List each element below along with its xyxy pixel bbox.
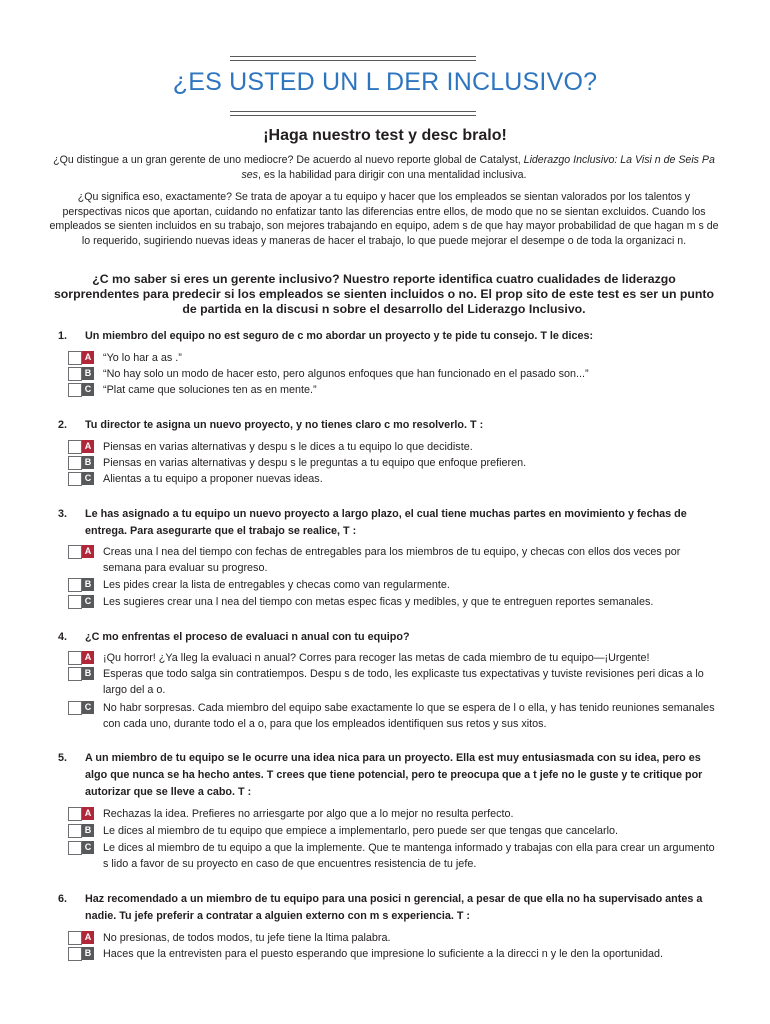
report-title: Liderazgo Inclusivo: La Visi n de Seis Pa ses <box>241 154 715 181</box>
option-text: Piensas en varias alternativas y despu s le preguntas a tu equipo que enfoque prefieren. <box>103 457 527 469</box>
checkbox[interactable] <box>68 651 82 665</box>
option-text: Les sugieres crear una l nea del tiempo con metas espec ficas y medibles, y que te entreguen reportes semanales. <box>103 596 654 608</box>
option-text: Alientas a tu equipo a proponer nuevas ideas. <box>103 473 323 485</box>
option-text: No habr sorpresas. Cada miembro del equipo sabe exactamente lo que se espera de l o ella, y has tenido reuniones semanales con cada uno, durante todo el a o, para que los empleados identifiquen sus retos y sus xitos. <box>103 702 715 730</box>
option-letter: C <box>82 595 94 608</box>
option-5c[interactable] <box>68 840 720 872</box>
question-number: 5. <box>58 752 68 764</box>
option-4c[interactable] <box>68 700 720 732</box>
question-text: Haz recomendado a un miembro de tu equipo para una posici n gerencial, a pesar de que ella no ha supervisado antes a nadie. Tu jefe preferir a contratar a alguien externo con m s experiencia. T : <box>85 893 703 922</box>
intro-paragraph-2: ¿Qu significa eso, exactamente? Se trata de apoyar a tu equipo y hacer que los empleados se sientan valorados por los talentos y perspectivas nicos que aportan, cuidando no enfatizar tanto las diferencias entre ellos, de modo que no se sientan excluidos. Cuando los empleados se sienten incluidos en su trabajo, son mejores trabajando en equipo, adem s de que hay mayor probabilidad de que hagan m s de lo requerido, sugiriendo nuevas ideas y maneras de hacer el trabajo, lo que puede mejorar el desempe o de toda la organizaci n. <box>49 191 719 248</box>
option-letter: A <box>82 545 94 558</box>
question-2 <box>58 417 718 434</box>
checkbox[interactable] <box>68 931 82 945</box>
question-4 <box>58 629 718 646</box>
question-number: 6. <box>58 893 68 905</box>
option-text: Creas una l nea del tiempo con fechas de entregables para los miembros de tu equipo, y checas con ellos dos veces por semana para evaluar su progreso. <box>103 546 681 574</box>
option-letter: C <box>82 472 94 485</box>
option-letter: C <box>82 841 94 854</box>
question-3 <box>58 506 718 540</box>
option-3c[interactable] <box>68 594 720 610</box>
page-title: ¿ES USTED UN L DER INCLUSIVO? <box>172 68 598 96</box>
option-4b[interactable] <box>68 666 720 698</box>
question-1 <box>58 328 718 345</box>
option-letter: B <box>82 667 94 680</box>
option-2c[interactable] <box>68 471 720 487</box>
checkbox[interactable] <box>68 472 82 486</box>
option-1c[interactable] <box>68 382 720 398</box>
question-number: 4. <box>58 631 68 643</box>
checkbox[interactable] <box>68 545 82 559</box>
option-letter: A <box>82 440 94 453</box>
option-text: Rechazas la idea. Prefieres no arriesgarte por algo que a lo mejor no resulta perfecto. <box>103 808 514 820</box>
option-text: Le dices al miembro de tu equipo a que la implemente. Que te mantenga informado y trabajas con ella para crear un argumento s lido a favor de su proyecto en caso de que encuentres resistencia de tu jefe. <box>103 842 715 870</box>
option-3b[interactable] <box>68 577 720 593</box>
option-3a[interactable] <box>68 544 720 576</box>
option-letter: C <box>82 383 94 396</box>
option-1b[interactable] <box>68 366 720 382</box>
option-4a[interactable] <box>68 650 720 666</box>
checkbox[interactable] <box>68 595 82 609</box>
option-6a[interactable] <box>68 930 720 946</box>
option-text: No presionas, de todos modos, tu jefe tiene la ltima palabra. <box>103 932 391 944</box>
title-rule-bottom <box>230 111 476 112</box>
option-letter: A <box>82 351 94 364</box>
option-2a[interactable] <box>68 439 720 455</box>
question-number: 3. <box>58 508 68 520</box>
option-2b[interactable] <box>68 455 720 471</box>
page-subtitle: ¡Haga nuestro test y desc bralo! <box>263 127 507 144</box>
option-letter: B <box>82 947 94 960</box>
option-text: Le dices al miembro de tu equipo que empiece a implementarlo, pero puede ser que tengas que cancelarlo. <box>103 825 618 837</box>
option-text: “No hay solo un modo de hacer esto, pero algunos enfoques que han funcionado en el pasado son...” <box>103 368 589 380</box>
option-text: ¡Qu horror! ¿Ya lleg la evaluaci n anual? Corres para recoger las metas de cada miembro de tu equipo—¡Urgente! <box>103 652 650 664</box>
question-text: Tu director te asigna un nuevo proyecto, y no tienes claro c mo resolverlo. T : <box>85 419 484 431</box>
checkbox[interactable] <box>68 841 82 855</box>
checkbox[interactable] <box>68 367 82 381</box>
checkbox[interactable] <box>68 440 82 454</box>
checkbox[interactable] <box>68 701 82 715</box>
option-letter: B <box>82 456 94 469</box>
checkbox[interactable] <box>68 824 82 838</box>
checkbox[interactable] <box>68 807 82 821</box>
title-rule-bottom-2 <box>230 115 476 116</box>
title-rule-top-2 <box>230 60 476 61</box>
question-text: ¿C mo enfrentas el proceso de evaluaci n anual con tu equipo? <box>85 631 410 643</box>
option-5b[interactable] <box>68 823 720 839</box>
question-text: Un miembro del equipo no est seguro de c mo abordar un proyecto y te pide tu consejo. T le dices: <box>85 330 594 342</box>
option-text: Les pides crear la lista de entregables y checas como van regularmente. <box>103 579 450 591</box>
option-letter: A <box>82 651 94 664</box>
option-6b[interactable] <box>68 946 720 962</box>
option-text: “Yo lo har a as .” <box>103 352 182 364</box>
checkbox[interactable] <box>68 578 82 592</box>
checkbox[interactable] <box>68 383 82 397</box>
option-text: “Plat came que soluciones ten as en mente.” <box>103 384 317 396</box>
title-rule-top <box>230 56 476 57</box>
checkbox[interactable] <box>68 667 82 681</box>
question-6 <box>58 891 718 925</box>
question-text: A un miembro de tu equipo se le ocurre una idea nica para un proyecto. Ella est muy entusiasmada con su idea, pero es algo que nunca se ha hecho antes. T crees que tiene potencial, pero te preocupa que a t jefe no le guste y te critique por autorizar que se lleve a cabo. T : <box>85 752 703 798</box>
option-letter: B <box>82 367 94 380</box>
option-letter: A <box>82 807 94 820</box>
question-number: 2. <box>58 419 68 431</box>
intro-text-end: , es la habilidad para dirigir con una mentalidad inclusiva. <box>257 168 527 181</box>
option-letter: C <box>82 701 94 714</box>
option-text: Esperas que todo salga sin contratiempos. Despu s de todo, les explicaste tus expectativas y tuviste revisiones peri dicas a lo largo del a o. <box>103 668 704 696</box>
checkbox[interactable] <box>68 456 82 470</box>
option-letter: B <box>82 578 94 591</box>
option-text: Haces que la entrevisten para el puesto esperando que impresione lo suficiente a la direcci n y le den la oportunidad. <box>103 948 663 960</box>
question-number: 1. <box>58 330 68 342</box>
question-5 <box>58 750 718 801</box>
option-5a[interactable] <box>68 806 720 822</box>
option-letter: A <box>82 931 94 944</box>
checkbox[interactable] <box>68 947 82 961</box>
question-text: Le has asignado a tu equipo un nuevo proyecto a largo plazo, el cual tiene muchas partes en movimiento y fechas de entrega. Para asegurarte que el trabajo se realice, T : <box>85 508 687 537</box>
intro-paragraph-1 <box>48 153 720 182</box>
option-letter: B <box>82 824 94 837</box>
intro-text: ¿Qu distingue a un gran gerente de uno mediocre? De acuerdo al nuevo reporte global de Catalyst, <box>53 154 524 166</box>
option-1a[interactable] <box>68 350 720 366</box>
checkbox[interactable] <box>68 351 82 365</box>
lead-paragraph: ¿C mo saber si eres un gerente inclusivo? Nuestro reporte identifica cuatro cualidades de liderazgo sorprendentes para predecir si los empleados se sienten incluidos o no. El prop sito de este test es ser un punto de partida en la discusi n sobre el desarrollo del Liderazgo Inclusivo. <box>53 272 715 316</box>
option-text: Piensas en varias alternativas y despu s le dices a tu equipo lo que decidiste. <box>103 441 473 453</box>
